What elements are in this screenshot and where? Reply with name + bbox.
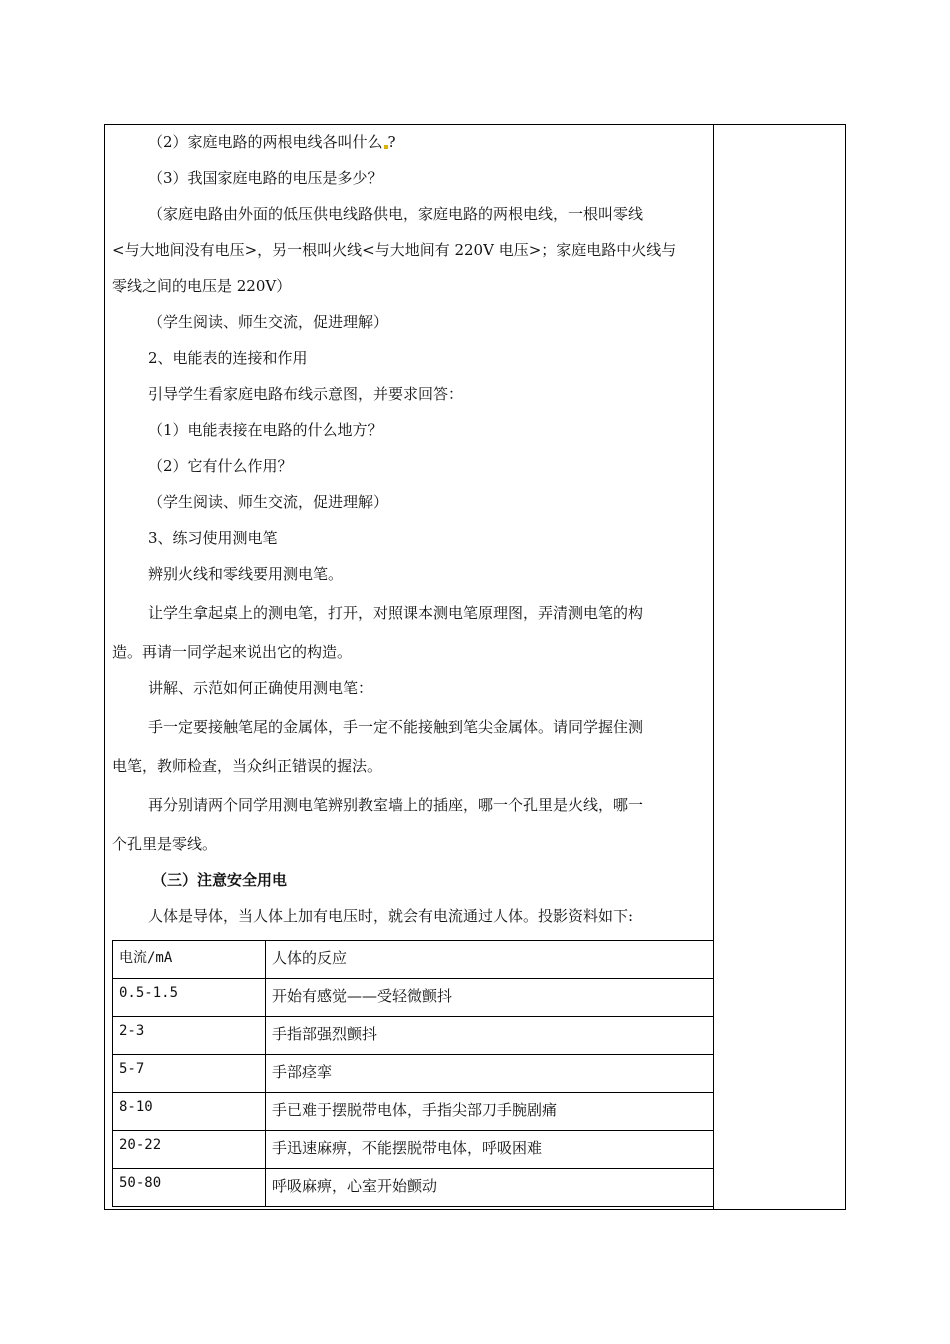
cell-reaction: 呼吸麻痹，心室开始颤动 [266,1169,714,1207]
header-current: 电流/mA [113,941,266,979]
answer-line-2: <与大地间没有电压>，另一根叫火线<与大地间有 220V 电压>；家庭电路中火线与 [112,241,677,259]
section-2-heading: 2、电能表的连接和作用 [148,349,308,367]
tester-para-3b: 个孔里是零线。 [112,835,218,853]
current-reaction-table [112,940,714,1207]
table-row [113,1093,714,1131]
tester-para-1a: 让学生拿起桌上的测电笔，打开，对照课本测电笔原理图，弄清测电笔的构 [148,604,644,622]
guide-text: 引导学生看家庭电路布线示意图，并要求回答： [148,385,464,403]
cell-current: 8-10 [113,1093,266,1131]
tester-para-3a: 再分别请两个同学用测电笔辨别教室墙上的插座，哪一个孔里是火线，哪一 [148,796,644,814]
tester-para-2b: 电笔，教师检查，当众纠正错误的握法。 [112,757,383,775]
meter-question-1: （1）电能表接在电路的什么地方？ [148,421,383,439]
cell-current: 0.5-1.5 [113,979,266,1017]
tester-para-1b: 造。再请一同学起来说出它的构造。 [112,643,353,661]
cell-reaction: 手迅速麻痹，不能摆脱带电体，呼吸困难 [266,1131,714,1169]
cell-reaction: 手指部强烈颤抖 [266,1017,714,1055]
cell-current: 20-22 [113,1131,266,1169]
answer-line-1: （家庭电路由外面的低压供电线路供电，家庭电路的两根电线，一根叫零线 [148,205,644,223]
table-row [113,1055,714,1093]
cell-current: 50-80 [113,1169,266,1207]
cell-reaction: 开始有感觉——受轻微颤抖 [266,979,714,1017]
question-2: （2）家庭电路的两根电线各叫什么 ? [148,133,396,151]
question-3: （3）我国家庭电路的电压是多少？ [148,169,383,187]
answer-line-3: 零线之间的电压是 220V） [112,277,292,295]
cell-reaction: 手已难于摆脱带电体，手指尖部刀手腕剧痛 [266,1093,714,1131]
tester-demo: 讲解、示范如何正确使用测电笔： [148,679,374,697]
meter-question-2: （2）它有什么作用？ [148,457,293,475]
table-row [113,979,714,1017]
table-header-row [113,941,714,979]
section-3-heading: 3、练习使用测电笔 [148,529,278,547]
header-reaction: 人体的反应 [266,941,714,979]
cell-reaction: 手部痉挛 [266,1055,714,1093]
activity-note-2: （学生阅读、师生交流，促进理解） [148,493,389,511]
table-row [113,1017,714,1055]
safety-intro: 人体是导体，当人体上加有电压时，就会有电流通过人体。投影资料如下: [148,907,634,925]
lesson-content [112,124,708,934]
section-safety-heading: （三）注意安全用电 [152,871,288,889]
table-row [113,1169,714,1207]
cell-current: 5-7 [113,1055,266,1093]
table-row [113,1131,714,1169]
cell-current: 2-3 [113,1017,266,1055]
tester-para-2a: 手一定要接触笔尾的金属体，手一定不能接触到笔尖金属体。请同学握住测 [148,718,644,736]
activity-note-1: （学生阅读、师生交流，促进理解） [148,313,389,331]
tester-intro: 辨别火线和零线要用测电笔。 [148,565,344,583]
